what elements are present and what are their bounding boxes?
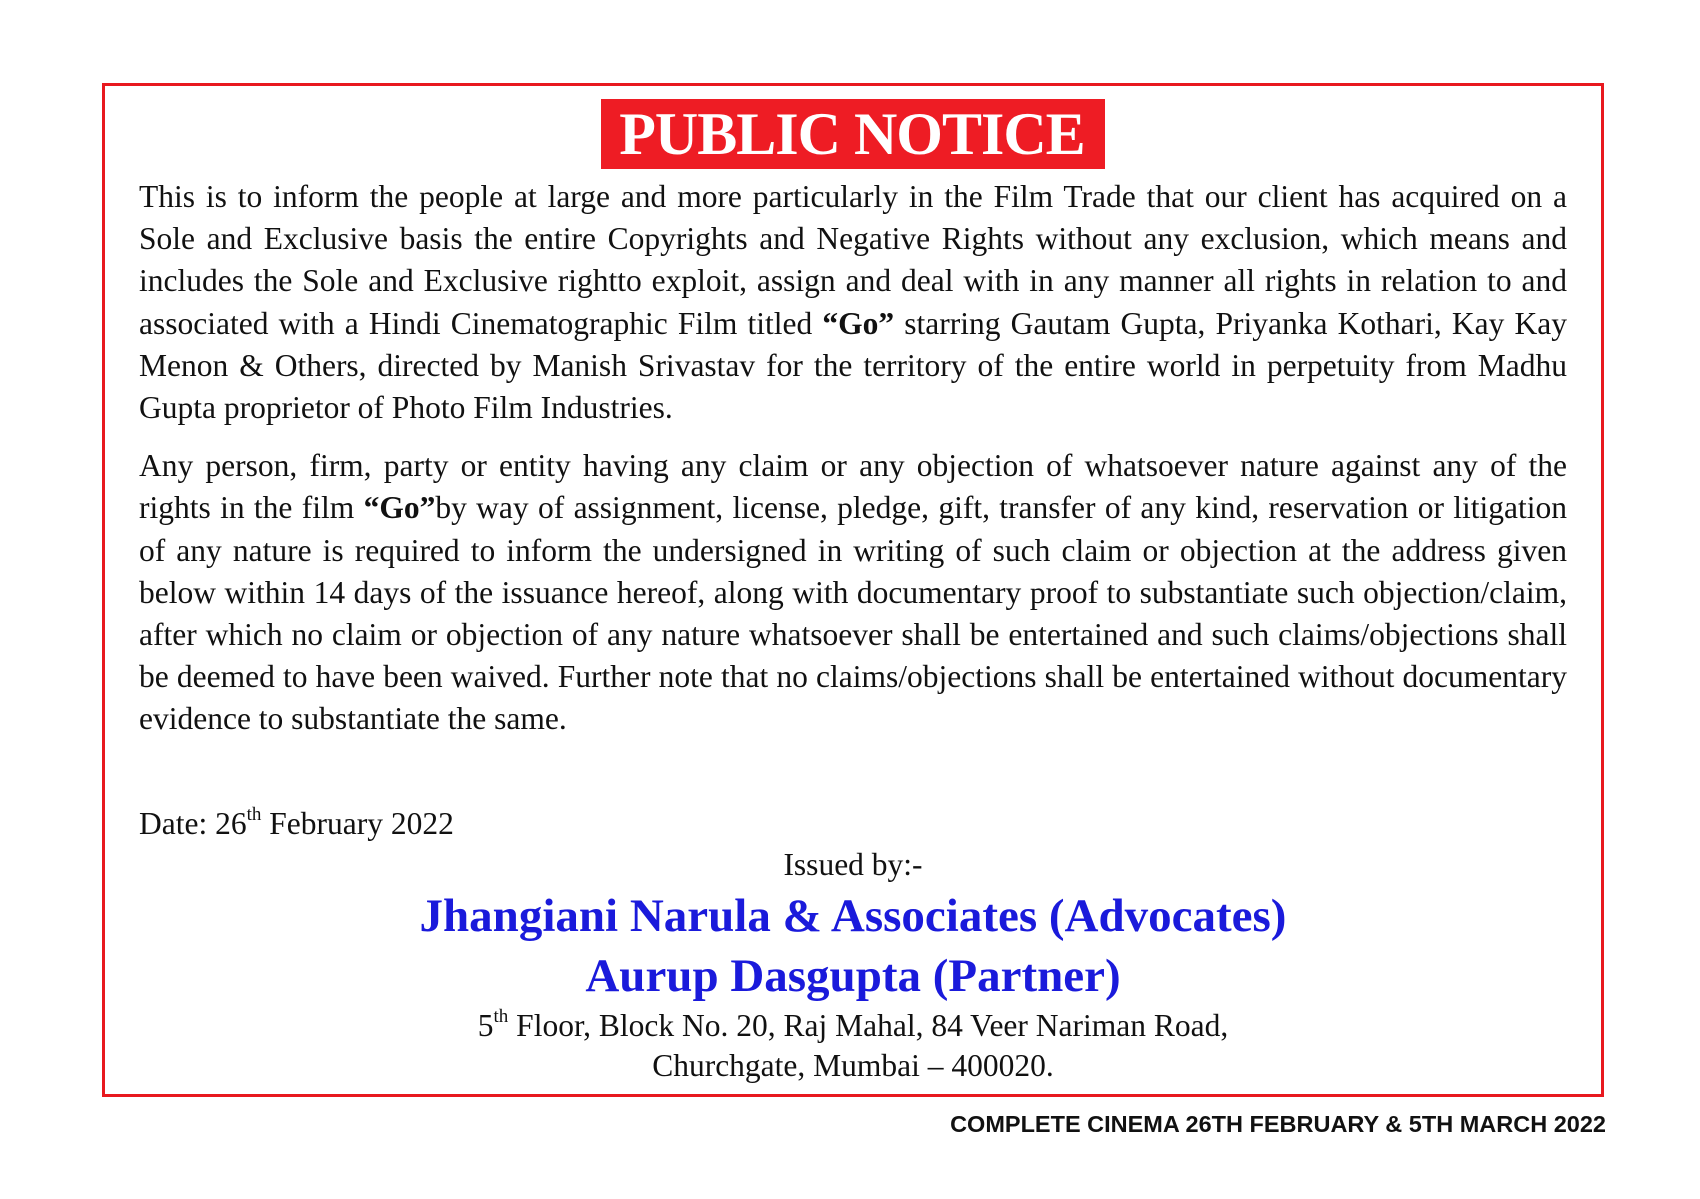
paragraph-2-text-a: Any person, firm, party or entity having any claim or any objection of whatsoever nature against any of the rights in the film [139,448,1567,526]
address-floor-suffix: th [493,1006,509,1027]
date-prefix: Date: 26 [139,806,247,841]
paragraph-1-film-title: “Go” [822,305,895,341]
paragraph-2 [139,445,1567,740]
notice-title: PUBLIC NOTICE [601,99,1104,169]
date-rest: February 2022 [261,806,454,841]
address-line-1-rest: Floor, Block No. 20, Raj Mahal, 84 Veer Nariman Road, [508,1008,1229,1043]
date-ordinal-suffix: th [246,804,262,825]
title-wrapper [105,99,1601,169]
paragraph-1 [139,176,1567,429]
paragraph-2-text-b: by way of assignment, license, pledge, gift, transfer of any kind, reservation or litigation of any nature is required to inform the undersigned in writing of such claim or objection at the address given below within 14 days of the issuance hereof, along with documentary proof to substantiate such objection/claim, after which no claim or objection of any nature whatsoever shall be entertained and such claims/objections shall be deemed to have been waived. Further note that no claims/objections shall be entertained without documentary evidence to substantiate the same. [139,490,1568,737]
address-line-1 [105,1006,1601,1046]
address-floor-number: 5 [477,1008,494,1043]
public-notice-box [102,83,1604,1097]
paragraph-1-text-a: This is to inform the people at large and more particularly in the Film Trade that our client has acquired on a Sole and Exclusive basis the entire Copyrights and Negative Rights without any exclusion, which means and includes the Sole and Exclusive rightto exploit, assign and deal with in any manner all rights in relation to and associated with a Hindi Cinematographic Film titled [139,179,1567,341]
paragraph-1-text-b: starring Gautam Gupta, Priyanka Kothari, Kay Kay Menon & Others, directed by Manish Srivastav for the territory of the entire world in perpetuity from Madhu Gupta proprietor of Photo Film Industries. [139,305,1567,426]
publication-footer: COMPLETE CINEMA 26TH FEBRUARY & 5TH MARCH 2022 [950,1111,1606,1137]
notice-date [139,803,454,845]
paragraph-2-film-title: “Go” [363,490,436,526]
notice-body [139,176,1567,741]
firm-name: Jhangiani Narula & Associates (Advocates) [419,890,1287,942]
partner-name: Aurup Dasgupta (Partner) [585,950,1121,1002]
address-line-2: Churchgate, Mumbai – 400020. [652,1048,1054,1083]
issued-by-label: Issued by:- [783,847,923,882]
